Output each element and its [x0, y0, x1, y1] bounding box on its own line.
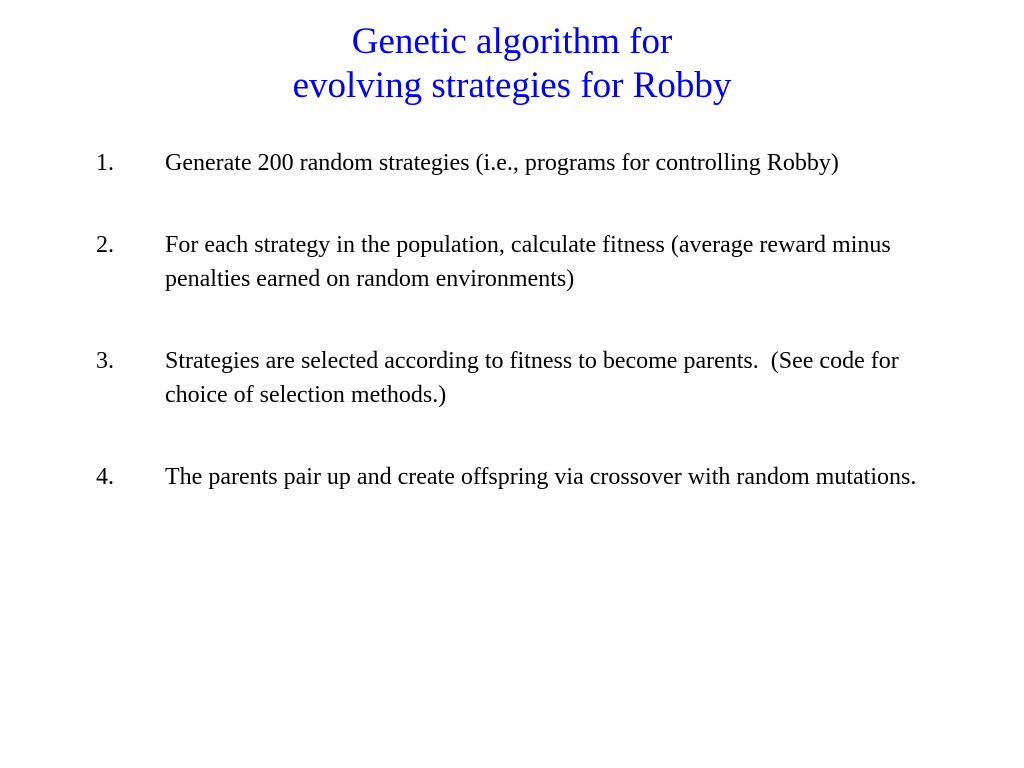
- list-item: [96, 460, 956, 494]
- item-number: 3.: [96, 348, 114, 374]
- item-text: The parents pair up and create offspring via crossover with random mutations.: [165, 464, 917, 490]
- title-line-2: evolving strategies for Robby: [292, 65, 732, 106]
- item-text: Strategies are selected according to fitness to become parents. (See code for choice of selection methods.): [165, 348, 905, 408]
- item-number: 2.: [96, 232, 114, 258]
- slide-title: [0, 20, 1024, 108]
- item-number: 1.: [96, 150, 114, 176]
- list-item: [96, 228, 956, 296]
- item-text: Generate 200 random strategies (i.e., programs for controlling Robby): [165, 150, 839, 176]
- item-text: For each strategy in the population, calculate fitness (average reward minus penalties earned on random environments): [165, 232, 891, 292]
- title-line-1: Genetic algorithm for: [351, 21, 673, 62]
- numbered-list: [96, 146, 956, 542]
- list-item: [96, 344, 956, 412]
- list-item: [96, 146, 956, 180]
- item-number: 4.: [96, 464, 114, 490]
